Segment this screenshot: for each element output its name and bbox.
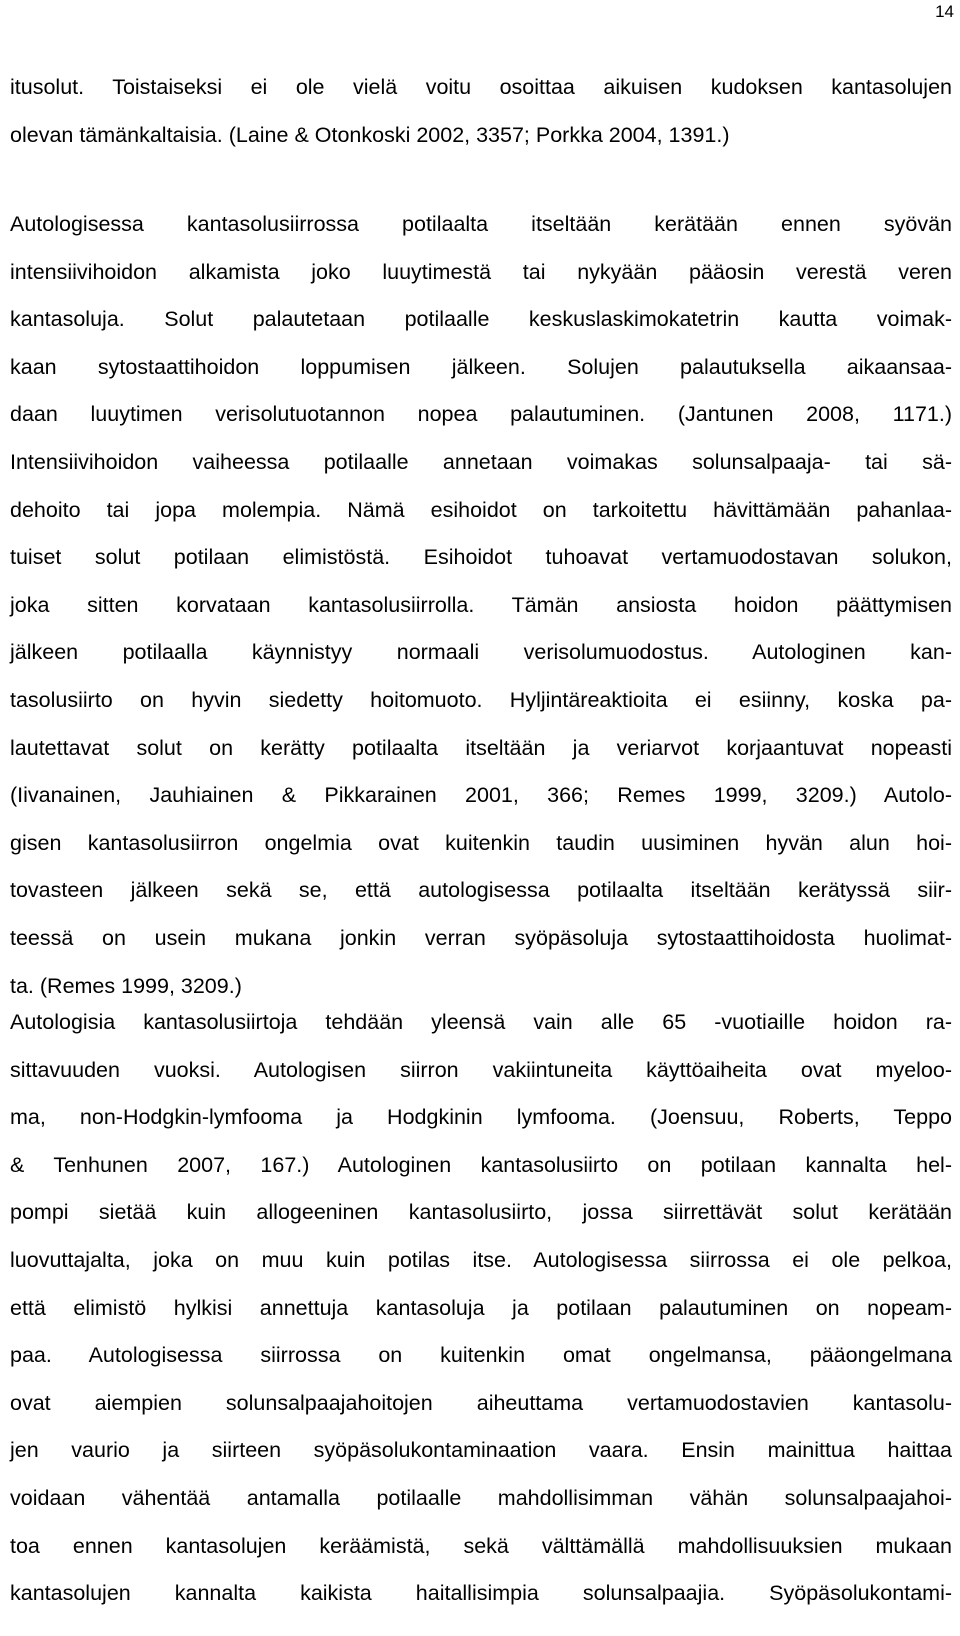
text-line: olevan tämänkaltaisia. (Laine & Otonkoski 2002, 3357; Porkka 2004, 1391.): [10, 122, 730, 147]
text-line: ta. (Remes 1999, 3209.): [10, 973, 242, 998]
text-line: paa. Autologisessa siirrossa on kuitenkin omat ongelmansa, pääongelmana: [10, 1343, 952, 1368]
text-line: intensiivihoidon alkamista joko luuytimestä tai nykyään pääosin verestä veren: [10, 259, 952, 284]
text-line: voidaan vähentää antamalla potilaalle mahdollisimman vähän solunsalpaajahoi-: [10, 1485, 952, 1510]
text-line: luovuttajalta, joka on muu kuin potilas itse. Autologisessa siirrossa ei ole pelkoa,: [10, 1247, 952, 1272]
paragraph-1: [10, 64, 952, 159]
text-line: toa ennen kantasolujen keräämistä, sekä välttämällä mahdollisuuksien mukaan: [10, 1533, 952, 1558]
text-line: itusolut. Toistaiseksi ei ole vielä voitu osoittaa aikuisen kudoksen kantasolujen: [10, 75, 952, 99]
paragraph-2: [10, 201, 952, 1010]
text-line: että elimistö hylkisi annettuja kantasoluja ja potilaan palautuminen on nopeam-: [10, 1295, 952, 1320]
text-line: joka sitten korvataan kantasolusiirrolla. Tämän ansiosta hoidon päättymisen: [10, 592, 952, 617]
text-line: lautettavat solut on kerätty potilaalta itseltään ja veriarvot korjaantuvat nopeasti: [10, 735, 952, 760]
text-line: Intensiivihoidon vaiheessa potilaalle annetaan voimakas solunsalpaaja- tai sä-: [10, 449, 952, 474]
text-line: kaan sytostaattihoidon loppumisen jälkeen. Solujen palautuksella aikaansaa-: [10, 354, 952, 379]
text-line: dehoito tai jopa molempia. Nämä esihoidot on tarkoitettu hävittämään pahanlaa-: [10, 497, 952, 522]
text-line: gisen kantasolusiirron ongelmia ovat kuitenkin taudin uusiminen hyvän alun hoi-: [10, 830, 952, 855]
text-line: sittavuuden vuoksi. Autologisen siirron vakiintuneita käyttöaiheita ovat myeloo-: [10, 1057, 952, 1082]
text-line: kantasolujen kannalta kaikista haitallisimpia solunsalpaajia. Syöpäsolukontami-: [10, 1581, 952, 1606]
text-line: ovat aiempien solunsalpaajahoitojen aiheuttama vertamuodostavien kantasolu-: [10, 1390, 952, 1415]
text-line: (Iivanainen, Jauhiainen & Pikkarainen 2001, 366; Remes 1999, 3209.) Autolo-: [10, 783, 952, 808]
page-number: 14: [935, 2, 954, 21]
text-line: pompi sietää kuin allogeeninen kantasolusiirto, jossa siirrettävät solut kerätään: [10, 1200, 952, 1225]
text-line: kantasoluja. Solut palautetaan potilaalle keskuslaskimokatetrin kautta voimak-: [10, 307, 952, 332]
text-line: tuiset solut potilaan elimistöstä. Esihoidot tuhoavat vertamuodostavan solukon,: [10, 545, 952, 570]
text-line: Autologisessa kantasolusiirrossa potilaalta itseltään kerätään ennen syövän: [10, 212, 952, 236]
text-line: & Tenhunen 2007, 167.) Autologinen kantasolusiirto on potilaan kannalta hel-: [10, 1152, 952, 1177]
text-line: Autologisia kantasolusiirtoja tehdään yleensä vain alle 65 -vuotiaille hoidon ra-: [10, 1010, 952, 1034]
text-line: jälkeen potilaalla käynnistyy normaali verisolumuodostus. Autologinen kan-: [10, 640, 952, 665]
text-line: jen vaurio ja siirteen syöpäsolukontaminaation vaara. Ensin mainittua haittaa: [10, 1438, 952, 1463]
paragraph-3: [10, 999, 952, 1618]
text-line: ma, non-Hodgkin-lymfooma ja Hodgkinin lymfooma. (Joensuu, Roberts, Teppo: [10, 1105, 952, 1130]
text-line: teessä on usein mukana jonkin verran syöpäsoluja sytostaattihoidosta huolimat-: [10, 925, 952, 950]
text-line: tovasteen jälkeen sekä se, että autologisessa potilaalta itseltään kerätyssä siir-: [10, 878, 952, 903]
text-line: tasolusiirto on hyvin siedetty hoitomuoto. Hyljintäreaktioita ei esiinny, koska pa-: [10, 687, 952, 712]
text-line: daan luuytimen verisolutuotannon nopea palautuminen. (Jantunen 2008, 1171.): [10, 402, 952, 427]
